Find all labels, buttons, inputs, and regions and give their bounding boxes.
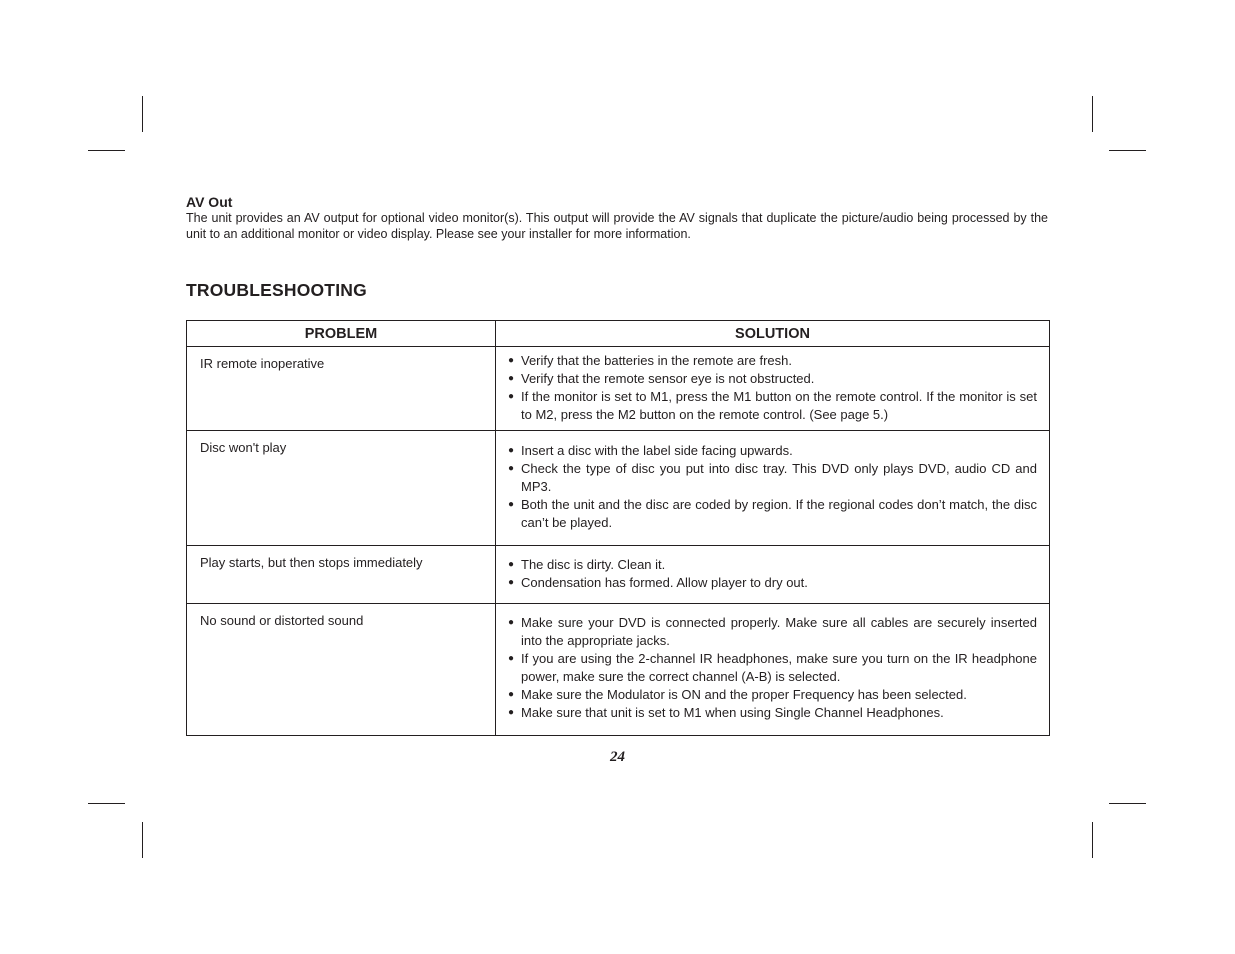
problem-cell: No sound or distorted sound (187, 604, 496, 736)
table-row (187, 347, 1050, 431)
solution-text: Insert a disc with the label side facing upwards. (521, 443, 793, 458)
solution-item (508, 460, 1037, 496)
table-header-row (187, 321, 1050, 347)
table-row (187, 604, 1050, 736)
solution-text: If you are using the 2-channel IR headphones, make sure you turn on the IR headphone power, make sure the correct channel (A-B) is selected. (521, 651, 1037, 684)
solution-item (508, 704, 1037, 722)
solution-cell (496, 546, 1050, 604)
problem-column-header: PROBLEM (187, 321, 496, 347)
page-number: 24 (610, 749, 625, 765)
solution-text: Verify that the remote sensor eye is not obstructed. (521, 371, 815, 386)
solution-item (508, 388, 1037, 424)
solution-list (508, 442, 1037, 532)
solution-item (508, 352, 1037, 370)
bullet-icon: ● (508, 617, 515, 628)
solution-column-header: SOLUTION (496, 321, 1050, 347)
problem-cell: Disc won't play (187, 431, 496, 546)
crop-mark-top-left-vertical (142, 96, 143, 132)
bullet-icon: ● (508, 445, 515, 456)
bullet-icon: ● (508, 689, 515, 700)
solution-text: The disc is dirty. Clean it. (521, 557, 666, 572)
solution-item (508, 556, 1037, 574)
bullet-icon: ● (508, 391, 515, 402)
table-row (187, 431, 1050, 546)
solution-list (508, 352, 1037, 424)
crop-mark-bottom-left-horizontal (88, 803, 125, 804)
solution-text: Both the unit and the disc are coded by region. If the regional codes don’t match, the disc can’t be played. (521, 497, 1037, 530)
table-row (187, 546, 1050, 604)
solution-cell (496, 604, 1050, 736)
crop-mark-top-right-horizontal (1109, 150, 1146, 151)
bullet-icon: ● (508, 653, 515, 664)
solution-item (508, 614, 1037, 650)
solution-item (508, 442, 1037, 460)
problem-cell: IR remote inoperative (187, 347, 496, 431)
solution-item (508, 370, 1037, 388)
av-out-heading: AV Out (186, 194, 233, 210)
bullet-icon: ● (508, 355, 515, 366)
solution-item (508, 496, 1037, 532)
solution-list (508, 614, 1037, 722)
solution-cell (496, 347, 1050, 431)
solution-text: Check the type of disc you put into disc tray. This DVD only plays DVD, audio CD and MP3. (521, 461, 1037, 494)
solution-text: Verify that the batteries in the remote are fresh. (521, 353, 792, 368)
solution-cell (496, 431, 1050, 546)
solution-item (508, 574, 1037, 592)
troubleshooting-table (186, 320, 1050, 736)
crop-mark-bottom-right-vertical (1092, 822, 1093, 858)
crop-mark-bottom-right-horizontal (1109, 803, 1146, 804)
solution-item (508, 686, 1037, 704)
bullet-icon: ● (508, 499, 515, 510)
solution-text: Condensation has formed. Allow player to dry out. (521, 575, 808, 590)
bullet-icon: ● (508, 707, 515, 718)
bullet-icon: ● (508, 463, 515, 474)
solution-text: Make sure your DVD is connected properly. Make sure all cables are securely inserted into the appropriate jacks. (521, 615, 1037, 648)
av-out-paragraph: The unit provides an AV output for optional video monitor(s). This output will provide the AV signals that duplicate the picture/audio being processed by the unit to an additional monitor or video display. Please see your installer for more information. (186, 211, 1048, 241)
bullet-icon: ● (508, 559, 515, 570)
bullet-icon: ● (508, 577, 515, 588)
crop-mark-top-right-vertical (1092, 96, 1093, 132)
problem-cell: Play starts, but then stops immediately (187, 546, 496, 604)
troubleshooting-title: TROUBLESHOOTING (186, 280, 367, 300)
solution-item (508, 650, 1037, 686)
solution-text: Make sure that unit is set to M1 when using Single Channel Headphones. (521, 705, 944, 720)
bullet-icon: ● (508, 373, 515, 384)
solution-text: If the monitor is set to M1, press the M1 button on the remote control. If the monitor is set to M2, press the M2 button on the remote control. (See page 5.) (521, 389, 1037, 422)
crop-mark-top-left-horizontal (88, 150, 125, 151)
solution-list (508, 556, 1037, 592)
crop-mark-bottom-left-vertical (142, 822, 143, 858)
solution-text: Make sure the Modulator is ON and the proper Frequency has been selected. (521, 687, 967, 702)
